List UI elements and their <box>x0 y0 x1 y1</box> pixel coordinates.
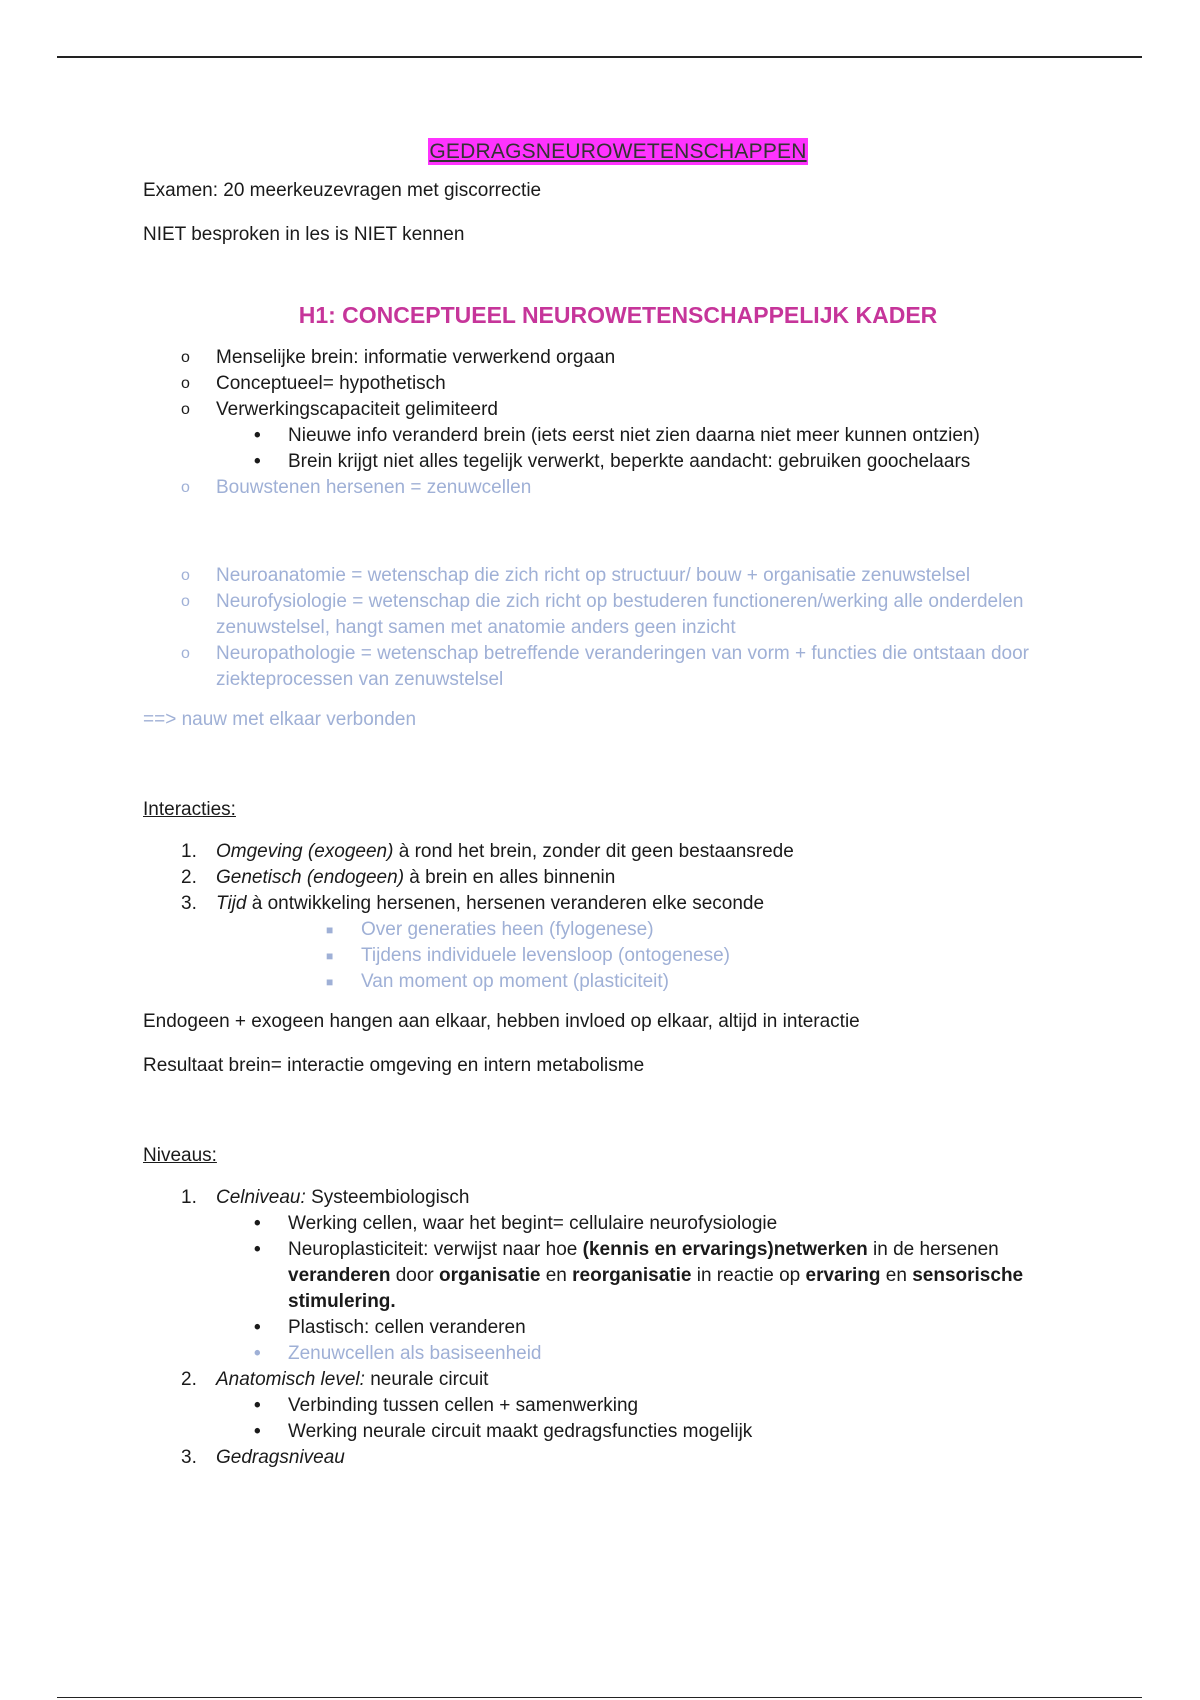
sub-list <box>143 1393 1093 1445</box>
conclusion-line: ==> nauw met elkaar verbonden <box>143 709 417 730</box>
interaction-note: Endogeen + exogeen hangen aan elkaar, hebben invloed op elkaar, altijd in interactie <box>143 1011 860 1032</box>
list-item: • Plastisch: cellen veranderen <box>143 1315 1093 1341</box>
list-item: ■ Van moment op moment (plasticiteit) <box>143 969 1093 995</box>
list-item: • Werking cellen, waar het begint= cellulaire neurofysiologie <box>143 1211 1093 1237</box>
interactions-heading: Interacties: <box>143 799 236 820</box>
list-item: • Werking neurale circuit maakt gedragsfuncties mogelijk <box>143 1419 1093 1445</box>
sub-list <box>143 1211 1093 1367</box>
dot-bullet-icon: • <box>254 1395 261 1416</box>
list-item: • Verbinding tussen cellen + samenwerking <box>143 1393 1093 1419</box>
dot-bullet-icon: • <box>254 425 261 446</box>
list-item: 3. Tijd à ontwikkeling hersenen, hersenen veranderen elke seconde ■ Over generaties heen (fylogenese) ■ Tijdens individuele levensloop (ontogenese) ■ Van moment op moment (plasticiteit) <box>143 891 1093 995</box>
list-item: o Verwerkingscapaciteit gelimiteerd • Nieuwe info veranderd brein (iets eerst niet zien daarna niet meer kunnen ontzien) • Brein krijgt niet alles tegelijk verwerkt, beperkte aandacht: gebruiken goochelaars <box>143 397 1093 475</box>
document-title <box>143 140 1093 164</box>
list-item: • Brein krijgt niet alles tegelijk verwerkt, beperkte aandacht: gebruiken goochelaars <box>143 449 1093 475</box>
circle-bullet-icon: o <box>181 479 190 496</box>
circle-bullet-icon: o <box>181 567 190 584</box>
list-item: ■ Tijdens individuele levensloop (ontogenese) <box>143 943 1093 969</box>
interaction-note: Resultaat brein= interactie omgeving en intern metabolisme <box>143 1055 645 1076</box>
dot-bullet-icon: • <box>254 1343 261 1364</box>
list-item: o Neuropathologie = wetenschap betreffende veranderingen van vorm + functies die ontstaan door ziekteprocessen van zenuwstelsel <box>181 643 1029 690</box>
intro-scope-line: NIET besproken in les is NIET kennen <box>143 224 465 245</box>
levels-list <box>143 1185 1093 1471</box>
document-body <box>143 140 1093 1471</box>
list-item: ■ Over generaties heen (fylogenese) <box>143 917 1093 943</box>
list-item: • Neuroplasticiteit: verwijst naar hoe (kennis en ervarings)netwerken in de hersenen veranderen door organisatie en reorganisatie in reactie op ervaring en sensorische stimulering. <box>254 1239 1024 1312</box>
chapter-heading: H1: CONCEPTUEEL NEUROWETENSCHAPPELIJK KADER <box>298 302 938 328</box>
disciplines-list <box>143 563 1093 693</box>
list-item: o Menselijke brein: informatie verwerkend orgaan <box>143 345 1093 371</box>
intro-exam-line: Examen: 20 meerkeuzevragen met giscorrectie <box>143 180 542 201</box>
list-item: o Conceptueel= hypothetisch <box>143 371 1093 397</box>
dot-bullet-icon: • <box>254 1213 261 1234</box>
dot-bullet-icon: • <box>254 1239 261 1260</box>
list-item: 3. Gedragsniveau <box>181 1447 345 1468</box>
chapter-list <box>143 345 1093 501</box>
list-item: 1. Celniveau: Systeembiologisch • Werking cellen, waar het begint= cellulaire neurofysiologie • Neuroplasticiteit: verwijst naar hoe (kennis en ervarings)netwerken in de hersenen veranderen door organisatie en reorganisatie in reactie op ervaring en sensorische stimulering. • Plastisch: cellen veranderen • Zenuwcellen als basiseenheid <box>143 1185 1093 1367</box>
dot-bullet-icon: • <box>254 1421 261 1442</box>
square-bullet-icon: ■ <box>326 923 334 937</box>
circle-bullet-icon: o <box>181 375 190 392</box>
circle-bullet-icon: o <box>181 401 190 418</box>
list-item: o Neuroanatomie = wetenschap die zich richt op structuur/ bouw + organisatie zenuwstelsel <box>143 563 1093 589</box>
list-item: o Bouwstenen hersenen = zenuwcellen <box>143 475 1093 501</box>
footer-rule <box>57 1697 1142 1698</box>
dot-bullet-icon: • <box>254 1317 261 1338</box>
circle-bullet-icon: o <box>181 645 190 662</box>
circle-bullet-icon: o <box>181 349 190 366</box>
square-bullet-icon: ■ <box>326 975 334 989</box>
interactions-list <box>143 839 1093 995</box>
dot-bullet-icon: • <box>254 451 261 472</box>
title-highlight: GEDRAGSNEUROWETENSCHAPPEN <box>429 140 807 163</box>
list-item: 1. Omgeving (exogeen) à rond het brein, zonder dit geen bestaansrede <box>181 841 794 862</box>
list-item: o Neurofysiologie = wetenschap die zich richt op bestuderen functioneren/werking alle onderdelen zenuwstelsel, hangt samen met anatomie anders geen inzicht <box>181 591 1024 638</box>
list-item: 2. Genetisch (endogeen) à brein en alles binnenin <box>181 867 616 888</box>
list-item: • Nieuwe info veranderd brein (iets eerst niet zien daarna niet meer kunnen ontzien) <box>143 423 1093 449</box>
list-item: 2. Anatomisch level: neurale circuit • Verbinding tussen cellen + samenwerking • Werking neurale circuit maakt gedragsfuncties mogelijk <box>143 1367 1093 1445</box>
time-sub-list <box>143 917 1093 995</box>
sub-list <box>143 423 1093 475</box>
circle-bullet-icon: o <box>181 593 190 610</box>
list-item: • Zenuwcellen als basiseenheid <box>143 1341 1093 1367</box>
square-bullet-icon: ■ <box>326 949 334 963</box>
header-rule <box>57 56 1142 58</box>
levels-heading: Niveaus: <box>143 1145 217 1166</box>
